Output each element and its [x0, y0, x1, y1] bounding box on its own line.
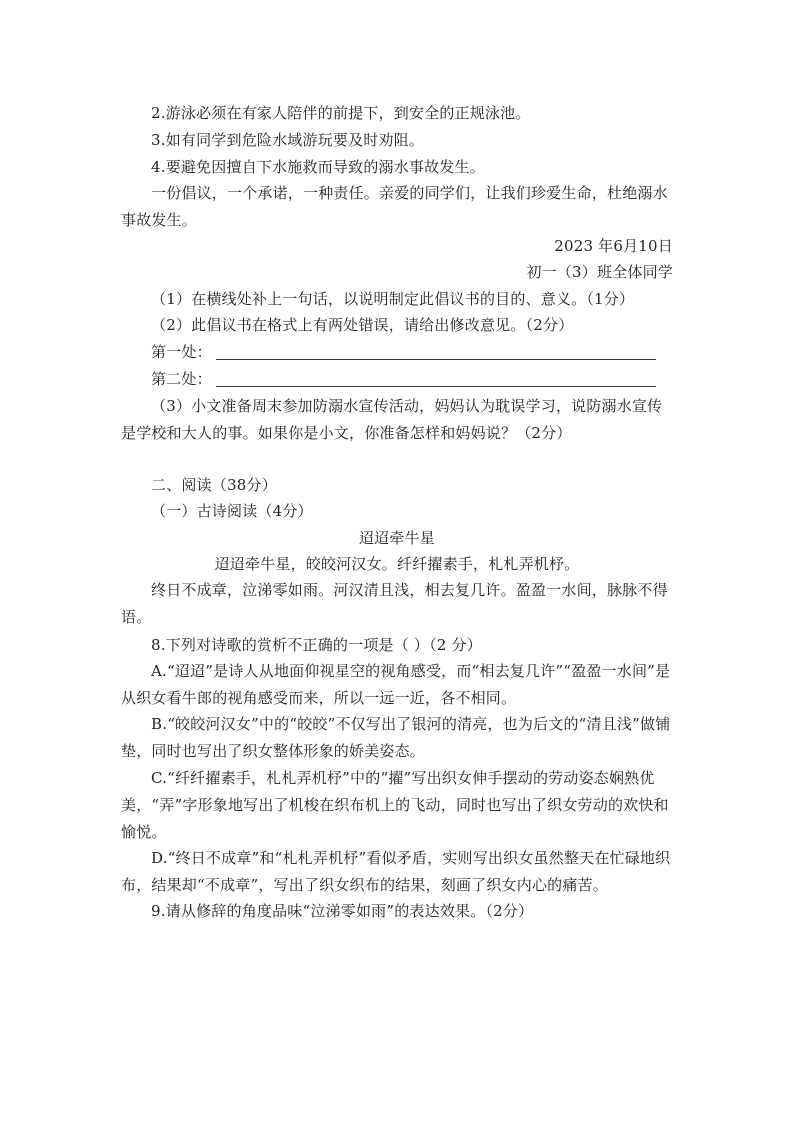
- option-d: D.“终日不成章”和“札札弄机杼”看似矛盾，实则写出织女虽然整天在忙碌地织布，结果却“不成章”，写出了织女织布的结果，刻画了织女内心的痛苦。: [121, 849, 671, 894]
- question-9: 9.请从修辞的角度品味“泣涕零如雨”的表达效果。（2分）: [151, 902, 534, 920]
- proposal-item-4: 4.要避免因擅自下水施救而导致的溺水事故发生。: [151, 158, 485, 176]
- question-8: 8.下列对诗歌的赏析不正确的一项是（ ）（2 分）: [151, 636, 482, 654]
- proposal-signature: 初一（3）班全体同学: [526, 263, 673, 281]
- blank-2-line[interactable]: [216, 386, 656, 387]
- option-a: A.“迢迢”是诗人从地面仰视星空的视角感受，而“相去复几许”“盈盈一水间”是从织女看牛郎的视角感受而来，所以一远一近，各不相同。: [121, 662, 671, 707]
- section-2-heading: 二、阅读（38分）: [151, 476, 277, 494]
- poem-title: 迢迢牵牛星: [358, 529, 435, 547]
- answer-blank-2: [121, 366, 673, 393]
- option-c: C.“纤纤擢素手，札札弄机杼”中的“擢”写出织女伸手摆动的劳动姿态娴熟优美，“弄”字形象地写出了机梭在织布机上的飞动，同时也写出了织女劳动的欢快和愉悦。: [121, 769, 669, 841]
- proposal-date: 2023 年6月10日: [554, 237, 673, 255]
- question-1: （1）在横线处补上一句话，以说明制定此倡议书的目的、意义。（1分）: [151, 290, 635, 308]
- option-b: B.“皎皎河汉女”中的“皎皎”不仅写出了银河的清亮，也为后文的“清且浅”做铺垫，同时也写出了织女整体形象的娇美姿态。: [121, 715, 671, 760]
- poem-line-2: 终日不成章，泣涕零如雨。河汉清且浅，相去复几许。盈盈一水间，脉脉不得语。: [121, 581, 668, 626]
- section-2-subheading: （一）古诗阅读（4分）: [151, 502, 313, 520]
- question-3: （3）小文准备周末参加防溺水宣传活动，妈妈认为耽误学习，说防溺水宣传是学校和大人的事。如果你是小文，你准备怎样和妈妈说？（2分）: [121, 397, 663, 442]
- question-2: （2）此倡议书在格式上有两处错误，请给出修改意见。（2分）: [151, 316, 574, 334]
- blank-2-label: 第二处：: [151, 370, 212, 388]
- proposal-item-2: 2.游泳必须在有家人陪伴的前提下，到安全的正规泳池。: [151, 104, 531, 122]
- proposal-item-3: 3.如有同学到危险水域游玩要及时劝阻。: [151, 131, 425, 149]
- closing-paragraph: 一份倡议，一个承诺，一种责任。亲爱的同学们，让我们珍爱生命，杜绝溺水事故发生。: [121, 184, 668, 229]
- poem-line-1: 迢迢牵牛星，皎皎河汉女。纤纤擢素手，札札弄机杼。: [214, 555, 580, 573]
- blank-1-label: 第一处：: [151, 343, 212, 361]
- answer-blank-1: [121, 339, 673, 366]
- blank-1-line[interactable]: [216, 359, 656, 360]
